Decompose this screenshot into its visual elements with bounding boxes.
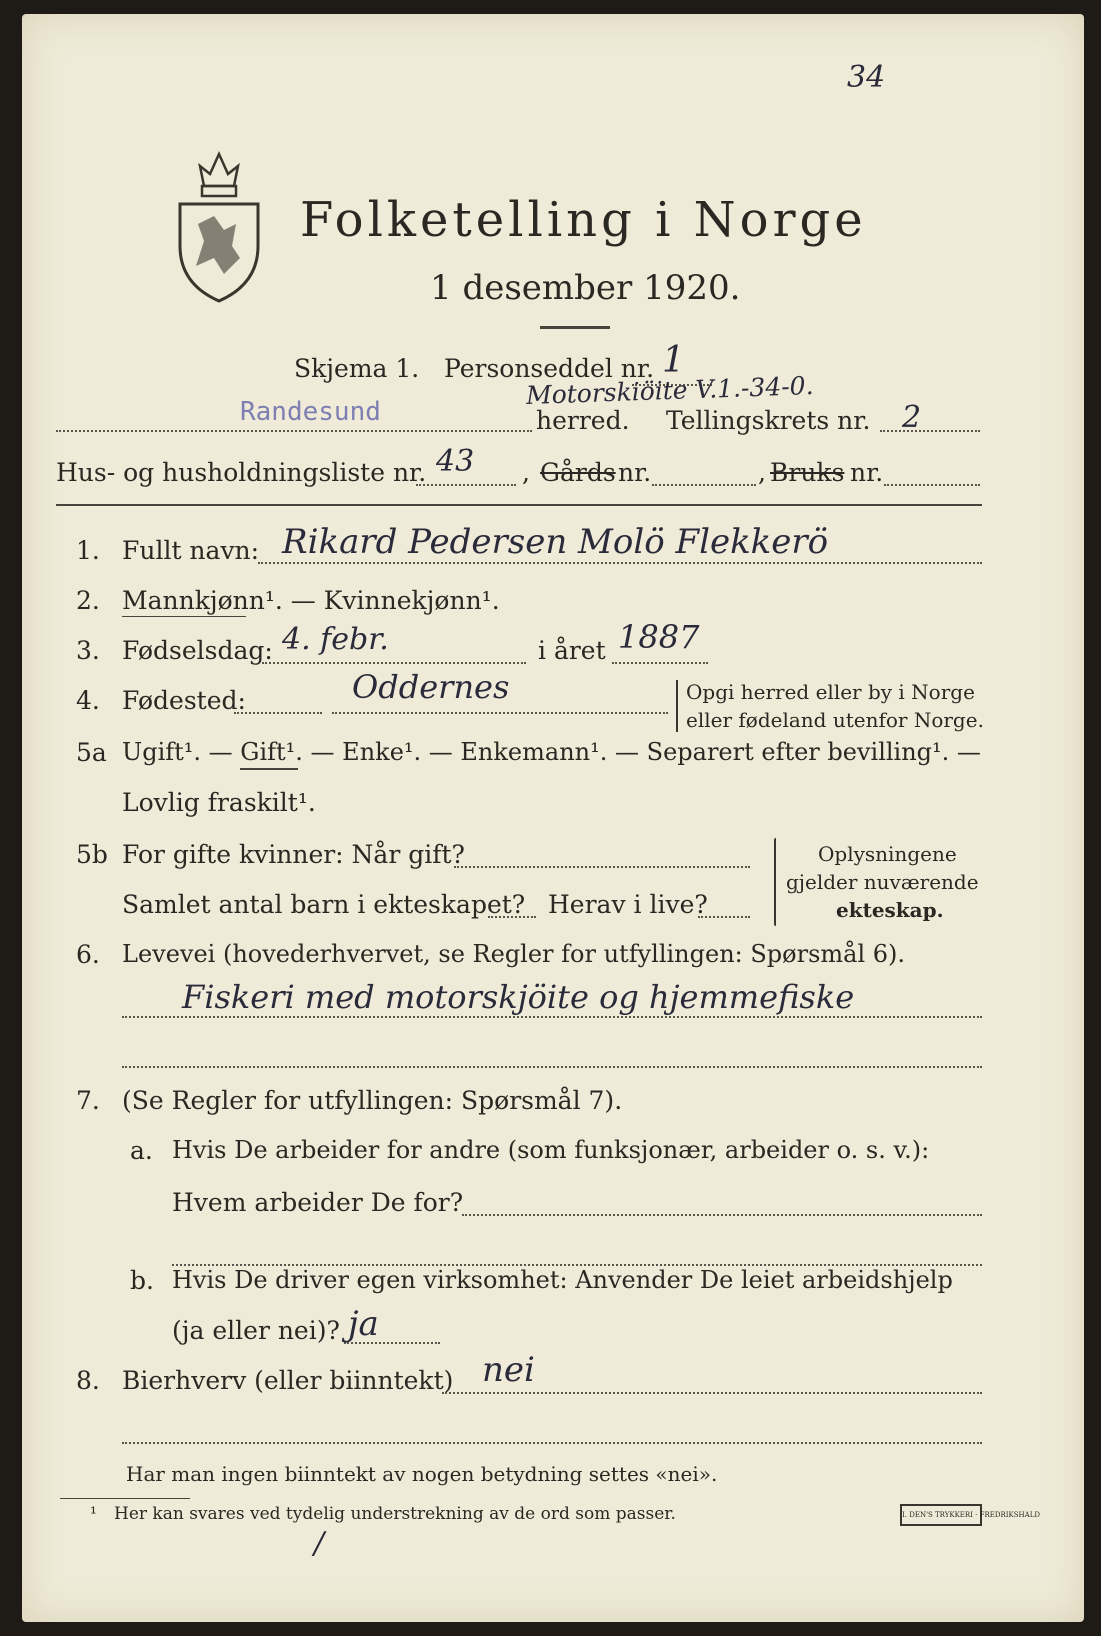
full-name-field[interactable] (258, 562, 982, 564)
tellingskrets-value: 2 (902, 400, 922, 435)
herred-handwritten: Motorskiöite V.1.-34-0. (525, 370, 814, 411)
skjema-label: Skjema 1. (294, 354, 420, 383)
form-title: Folketelling i Norge (300, 192, 867, 248)
footnote-text: Her kan svares ved tydelig understrekning av de ord som passer. (114, 1504, 676, 1524)
q5a-text-2: Lovlig fraskilt¹. (122, 788, 316, 817)
q5b-note-1: Oplysningene (818, 842, 957, 866)
q7-text: (Se Regler for utfyllingen: Spørsmål 7). (122, 1086, 623, 1115)
birthyear-value: 1887 (618, 618, 700, 656)
q7b-label: b. (130, 1266, 154, 1295)
bruks-nr-label: nr. (850, 458, 884, 487)
q4-label: Fødested: (122, 686, 246, 715)
title-divider (540, 326, 610, 329)
q4-number: 4. (76, 686, 100, 715)
side-income-field-1[interactable] (442, 1392, 982, 1394)
q8-label: Bierhverv (eller biinntekt) (122, 1366, 454, 1395)
birthdate-field[interactable] (262, 662, 526, 664)
bruks-field[interactable] (884, 484, 980, 486)
hired-help-value: ja (348, 1304, 379, 1344)
q2-number: 2. (76, 586, 100, 615)
q4-note-1: Opgi herred eller by i Norge (686, 680, 975, 704)
q7b-text-2: (ja eller nei)? (172, 1316, 340, 1345)
gift-underline (240, 768, 298, 770)
personseddel-value: 1 (662, 340, 685, 381)
q7-number: 7. (76, 1086, 100, 1115)
birthyear-label: i året (538, 636, 606, 665)
birthplace-field-a[interactable] (234, 712, 322, 714)
q5b-brace (774, 838, 776, 926)
hus-label: Hus- og husholdningsliste nr. (56, 458, 427, 487)
side-income-value: nei (482, 1350, 535, 1390)
form-date: 1 desember 1920. (430, 268, 741, 308)
married-date-field[interactable] (454, 866, 750, 868)
birthplace-value: Oddernes (352, 668, 510, 706)
header-divider (56, 504, 982, 506)
tellingskrets-label: Tellingskrets nr. (666, 406, 871, 435)
alive-field[interactable] (698, 916, 750, 918)
occupation-field-2[interactable] (122, 1066, 982, 1068)
gards-field[interactable] (652, 484, 756, 486)
footnote-rule (60, 1498, 190, 1499)
gards-label: Gårds (540, 458, 616, 487)
q3-label: Fødselsdag: (122, 636, 273, 665)
herred-field[interactable] (56, 430, 532, 432)
footnote-mark: ¹ (90, 1504, 97, 1524)
q7a-text-2: Hvem arbeider De for? (172, 1188, 464, 1217)
q5b-children-label: Samlet antal barn i ekteskapet? (122, 890, 526, 919)
census-form-page: 34 Folketelling i Norge 1 desember 1920. Skjema 1. Personseddel nr. 1 Randesund Motorskiöite V.1.-34-0. herred. Tellingskrets nr. 2 Hus- og husholdningsliste nr. 43 , Gårds nr. , Bruks nr. 1. Fullt navn: Rikard Pedersen Molö Flekkerö 2. Mannkjønn¹. — Kvinnekjønn¹. 3. Fødselsdag: 4. febr. i året 1887 4. Fødested: Oddernes Opgi herred eller by i Norge eller fødeland utenfor Norge. 5a Ugift¹. — Gift¹. — Enke¹. — Enkemann¹. — Separert efter bevilling¹. — Lovlig fraskilt¹. 5b For gifte kvinner: Når gift? Samlet antal barn i ekteskapet? Herav i live? Oplysningene gjelder nuværende ekteskap. 6. Levevei (hovederhvervet, se Regler for utfyllingen: Spørsmål 6). Fiskeri med motorskjöite og hjemmefiske 7. (Se Regler for utfyllingen: Spørsmål 7). a. Hvis De arbeider for andre (som funksjonær, arbeider o. s. v.): Hvem arbeider De for? b. Hvis De driver egen virksomhet: Anvender De leiet arbeidshjelp (ja eller nei)? ja 8. Bierhverv (eller biinntekt) nei Har man ingen biinntekt av nogen betydning settes «nei». ¹ Her kan svares ved tydelig understrekning av de ord som passer. I. DEN'S TRYKKERI · FREDRIKSHALD / (22, 14, 1084, 1622)
q7a-label: a. (130, 1136, 153, 1165)
q6-number: 6. (76, 940, 100, 969)
mannkjonn-underline (122, 616, 246, 617)
bruks-label: Bruks (770, 458, 845, 487)
gards-nr-label: nr. (618, 458, 652, 487)
printer-stamp: I. DEN'S TRYKKERI · FREDRIKSHALD (900, 1504, 982, 1526)
herred-label: herred. (536, 406, 630, 435)
q4-note-2: eller fødeland utenfor Norge. (686, 708, 984, 732)
hus-field[interactable] (416, 484, 516, 486)
q2-text: Mannkjønn¹. — Kvinnekjønn¹. (122, 586, 500, 615)
personseddel-label: Personseddel nr. (444, 354, 655, 383)
q6-text: Levevei (hovederhvervet, se Regler for utfyllingen: Spørsmål 6). (122, 940, 906, 968)
herred-stamp: Randesund (240, 397, 381, 427)
q1-number: 1. (76, 536, 100, 565)
birthdate-value: 4. febr. (282, 622, 389, 657)
occupation-value: Fiskeri med motorskjöite og hjemmefiske (182, 978, 855, 1016)
side-income-field-2[interactable] (122, 1442, 982, 1444)
page-number: 34 (847, 60, 886, 95)
q5b-number: 5b (76, 840, 108, 869)
children-field[interactable] (488, 916, 536, 918)
q5a-text: Ugift¹. — Gift¹. — Enke¹. — Enkemann¹. — Separert efter bevilling¹. — (122, 738, 981, 766)
occupation-field-1[interactable] (122, 1016, 982, 1018)
q3-number: 3. (76, 636, 100, 665)
birthyear-field[interactable] (612, 662, 708, 664)
norway-coat-of-arms-icon (174, 146, 264, 306)
q5b-alive-label: Herav i live? (548, 890, 708, 919)
footer-note: Har man ingen biinntekt av nogen betydning settes «nei». (126, 1462, 718, 1486)
full-name-value: Rikard Pedersen Molö Flekkerö (282, 522, 829, 562)
q4-brace (676, 680, 678, 732)
birthplace-field-b[interactable] (332, 712, 668, 714)
q7a-text: Hvis De arbeider for andre (som funksjonær, arbeider o. s. v.): (172, 1136, 930, 1164)
tellingskrets-field[interactable] (880, 430, 980, 432)
employer-field-1[interactable] (462, 1214, 982, 1216)
q7b-text: Hvis De driver egen virksomhet: Anvender De leiet arbeidshjelp (172, 1266, 953, 1294)
q8-number: 8. (76, 1366, 100, 1395)
q5b-note-3: ekteskap. (836, 898, 944, 922)
q1-label: Fullt navn: (122, 536, 260, 565)
q5b-line-1: For gifte kvinner: Når gift? (122, 840, 465, 869)
q5a-number: 5a (76, 738, 107, 767)
hus-value: 43 (436, 444, 475, 479)
q5b-note-2: gjelder nuværende (786, 870, 979, 894)
